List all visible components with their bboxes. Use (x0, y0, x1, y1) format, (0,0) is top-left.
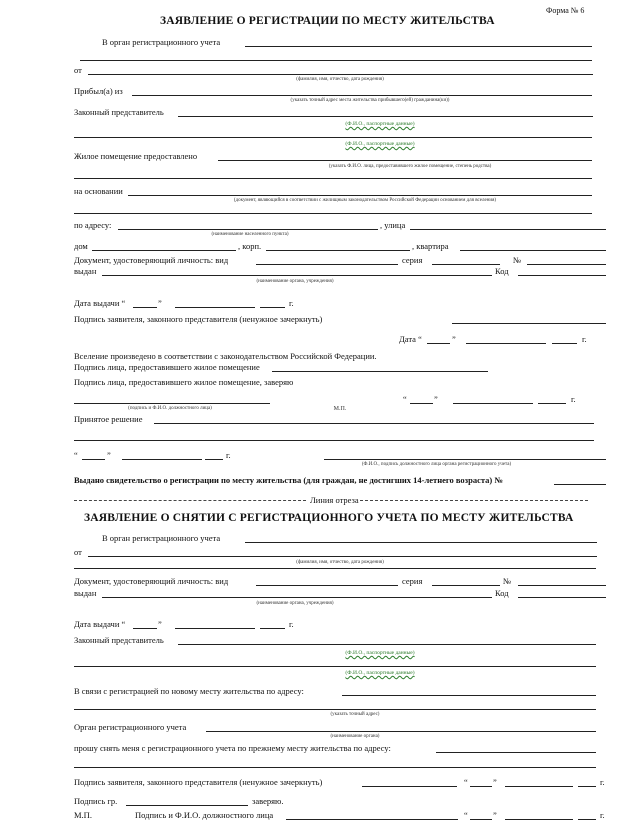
s2-code-field[interactable] (518, 597, 606, 598)
s2-request-field-2[interactable] (74, 767, 596, 768)
s1-hint-locality: (наименование населенного пункта) (211, 232, 289, 237)
s2-sign-citizen-label: Подпись гр. (74, 796, 118, 806)
s1-date-issue-g: г. (289, 298, 294, 308)
s2-doc-type-field[interactable] (256, 585, 398, 586)
s2-sign-applicant-field[interactable] (362, 786, 457, 787)
s1-decision-field[interactable] (154, 423, 594, 424)
s1-date-issue-day[interactable] (133, 307, 157, 308)
s2-hint-organ: (наименование органа, учреждения) (256, 601, 334, 606)
s2-num-label: № (503, 576, 512, 586)
s1-sign-provider-label: Подпись лица, предоставившего жилое помещение (74, 362, 260, 372)
s1-date-issue-quote: ” (158, 298, 162, 308)
s2-date-issue-g: г. (289, 619, 294, 629)
s1-hint-official: (подпись и Ф.И.О. должностного лица) (128, 406, 212, 411)
s1-certify-month[interactable] (453, 403, 533, 404)
cut-line-left (74, 500, 306, 501)
s1-date-day[interactable] (427, 343, 450, 344)
s1-mp: М.П. (333, 406, 347, 412)
s2-organ2-label: Орган регистрационного учета (74, 722, 187, 732)
s1-date-issue-label: Дата выдачи “ (74, 298, 126, 308)
s2-issued-field[interactable] (102, 597, 492, 598)
s2-series-field[interactable] (432, 585, 500, 586)
s1-code-label: Код (495, 266, 509, 276)
s1-legal-rep-label: Законный представитель (74, 107, 164, 117)
s1-hint-fio: (фамилия, имя, отчество, дата рождения) (296, 77, 384, 82)
s1-num-field[interactable] (527, 264, 606, 265)
s2-organ-field[interactable] (245, 542, 597, 543)
s1-basis-label: на основании (74, 186, 123, 196)
s2-new-address-field-2[interactable] (74, 709, 596, 710)
s1-hint-housing: (указать Ф.И.О. лица, предоставившего жилое помещение, степень родства) (328, 164, 492, 169)
s2-official-year[interactable] (578, 819, 596, 820)
s1-housing-field-2[interactable] (74, 178, 592, 179)
s1-decision-day[interactable] (82, 459, 105, 460)
s1-code-field[interactable] (518, 275, 606, 276)
s2-q-open-2: “ (464, 810, 468, 820)
s2-hint-exact: (указать точный адрес) (330, 712, 380, 717)
s2-q-close-1: ” (493, 777, 497, 787)
s1-sign-applicant-label: Подпись заявителя, законного представителя (ненужное зачеркнуть) (74, 314, 323, 324)
s1-hint-basis: (документ, являющийся в соответствии с жилищным законодательством Российской Федерации основанием для вселения) (233, 198, 497, 203)
s1-arrived-label: Прибыл(а) из (74, 86, 123, 96)
s1-decision-label: Принятое решение (74, 414, 143, 424)
s2-series-label: серия (402, 576, 423, 586)
s1-from-label: от (74, 65, 82, 75)
s1-issued-field[interactable] (102, 275, 492, 276)
s2-request-field[interactable] (436, 752, 596, 753)
s1-hint-organ: (наименование органа, учреждения) (256, 279, 334, 284)
section1-title: ЗАЯВЛЕНИЕ О РЕГИСТРАЦИИ ПО МЕСТУ ЖИТЕЛЬСТВА (160, 15, 495, 27)
s1-sign-provider-field[interactable] (272, 371, 488, 372)
s2-hint-rep-fio: (Ф.И.О., паспортные данные) (345, 650, 415, 656)
s2-from-field-2[interactable] (74, 568, 596, 569)
s1-street-field[interactable] (410, 229, 606, 230)
s1-date-quote: ” (452, 334, 456, 344)
s2-date-issue-label: Дата выдачи “ (74, 619, 126, 629)
s1-q-close-2: ” (107, 450, 111, 460)
section2-title: ЗАЯВЛЕНИЕ О СНЯТИИ С РЕГИСТРАЦИОННОГО УЧЕТА ПО МЕСТУ ЖИТЕЛЬСТВА (84, 512, 574, 524)
s2-legal-rep-field-2[interactable] (74, 666, 596, 667)
s1-num-label: № (513, 255, 522, 265)
s1-from-field[interactable] (88, 74, 593, 75)
s1-house-label: дом (74, 241, 88, 251)
s1-series-label: серия (402, 255, 423, 265)
s2-mp: М.П. (74, 810, 92, 820)
s1-organ-field[interactable] (245, 46, 592, 47)
s1-hint-rep-fio-2: (Ф.И.О., паспортные данные) (345, 141, 415, 147)
s1-doc-type-field[interactable] (256, 264, 398, 265)
s2-sign-year[interactable] (578, 786, 596, 787)
s1-kv-field[interactable] (460, 250, 606, 251)
s1-official-sign-field[interactable] (74, 403, 270, 404)
s2-legal-rep-label: Законный представитель (74, 635, 164, 645)
s1-certify-day[interactable] (410, 403, 433, 404)
s1-basis-field[interactable] (128, 195, 592, 196)
s2-certify-label: заверяю. (252, 796, 284, 806)
s2-legal-rep-field[interactable] (178, 644, 596, 645)
s1-street-label: , улица (380, 220, 406, 230)
s1-housing-label: Жилое помещение предоставлено (74, 151, 198, 161)
s1-hint-rep-fio: (Ф.И.О., паспортные данные) (345, 121, 415, 127)
s2-q-open-1: “ (464, 777, 468, 787)
s2-date-issue-month[interactable] (175, 628, 255, 629)
s2-date-issue-day[interactable] (133, 628, 157, 629)
s2-from-label: от (74, 547, 82, 557)
s2-from-field[interactable] (88, 556, 597, 557)
s2-doc-label: Документ, удостоверяющий личность: вид (74, 576, 229, 586)
s1-housing-field[interactable] (218, 160, 592, 161)
s2-official-day[interactable] (470, 819, 492, 820)
s1-legal-rep-field-2[interactable] (74, 137, 592, 138)
s1-series-field[interactable] (432, 264, 500, 265)
s2-organ2-field[interactable] (206, 731, 596, 732)
s2-date-issue-year[interactable] (260, 628, 285, 629)
s2-sign-g: г. (600, 777, 605, 787)
s2-new-address-label: В связи с регистрацией по новому месту жительства по адресу: (74, 686, 304, 696)
s1-decision-month[interactable] (122, 459, 202, 460)
s2-organ-label: В орган регистрационного учета (102, 533, 221, 543)
s2-sign-official-label: Подпись и Ф.И.О. должностного лица (135, 810, 274, 820)
s2-sign-official-field[interactable] (286, 819, 458, 820)
s2-hint-organ-name: (наименование органа) (330, 734, 380, 739)
s1-decision-field-2[interactable] (74, 440, 594, 441)
s1-organ-field-2[interactable] (80, 60, 592, 61)
s1-q-open-2: “ (74, 450, 78, 460)
s2-sign-day[interactable] (470, 786, 492, 787)
s2-hint-rep-fio-2: (Ф.И.О., паспортные данные) (345, 670, 415, 676)
s1-hint-official-2: (Ф.И.О., подпись должностного лица органа регистрационного учета) (361, 462, 512, 467)
s1-settled-text: Вселение произведено в соответствии с законодательством Российской Федерации. (74, 351, 377, 361)
s1-sign-certify-label: Подпись лица, предоставившего жилое помещение, заверяю (74, 377, 294, 387)
s1-certificate-num-field[interactable] (554, 484, 606, 485)
s1-q-close-1: ” (434, 394, 438, 404)
s2-official-month[interactable] (505, 819, 573, 820)
s2-code-label: Код (495, 588, 509, 598)
s1-date-month[interactable] (466, 343, 546, 344)
s1-issued-label: выдан (74, 266, 97, 276)
s2-sign-citizen-field[interactable] (126, 805, 248, 806)
s2-q-close-2: ” (493, 810, 497, 820)
s1-certify-year[interactable] (538, 403, 566, 404)
s1-q-open-1: “ (403, 394, 407, 404)
s1-legal-rep-field[interactable] (178, 116, 593, 117)
s1-address-label: по адресу: (74, 220, 112, 230)
s2-issued-label: выдан (74, 588, 97, 598)
s1-date-year[interactable] (552, 343, 577, 344)
s2-sign-month[interactable] (505, 786, 573, 787)
s2-official-g: г. (600, 810, 605, 820)
s2-date-issue-quote: ” (158, 619, 162, 629)
form-number: Форма № 6 (546, 6, 585, 15)
s1-certificate-label: Выдано свидетельство о регистрации по месту жительства (для граждан, не достигших 14-летнего возраста) № (74, 475, 503, 485)
s1-basis-field-2[interactable] (74, 213, 592, 214)
s1-date-g: г. (582, 334, 587, 344)
s2-hint-fio: (фамилия, имя, отчество, дата рождения) (296, 560, 384, 565)
cut-line-label: Линия отреза (310, 495, 359, 505)
s1-doc-label: Документ, удостоверяющий личность: вид (74, 255, 229, 265)
s1-certify-g: г. (571, 394, 576, 404)
s1-decision-g: г. (226, 450, 231, 460)
s2-sign-applicant-label: Подпись заявителя, законного представителя (ненужное зачеркнуть) (74, 777, 323, 787)
s1-organ-label: В орган регистрационного учета (102, 37, 221, 47)
cut-line-right (360, 500, 588, 501)
s2-num-field[interactable] (518, 585, 606, 586)
s2-request-label: прошу снять меня с регистрационного учета по прежнему месту жительства по адресу: (74, 743, 391, 753)
s1-sign-applicant-field[interactable] (452, 323, 606, 324)
s1-decision-year[interactable] (205, 459, 223, 460)
s1-date-issue-year[interactable] (260, 307, 285, 308)
s1-arrived-field[interactable] (132, 95, 592, 96)
s1-house-field[interactable] (92, 250, 236, 251)
s1-official-sign-field-2[interactable] (324, 459, 606, 460)
s1-date-issue-month[interactable] (175, 307, 255, 308)
s1-kv-label: , квартира (412, 241, 449, 251)
s1-korp-label: , корп. (238, 241, 262, 251)
s1-korp-field[interactable] (266, 250, 410, 251)
s2-new-address-field[interactable] (342, 695, 596, 696)
s1-hint-address: (указать точный адрес места жительства прибывшего(ей) гражданина(ки)) (290, 98, 450, 103)
s1-locality-field[interactable] (118, 229, 378, 230)
s1-date-label: Дата “ (399, 334, 422, 344)
